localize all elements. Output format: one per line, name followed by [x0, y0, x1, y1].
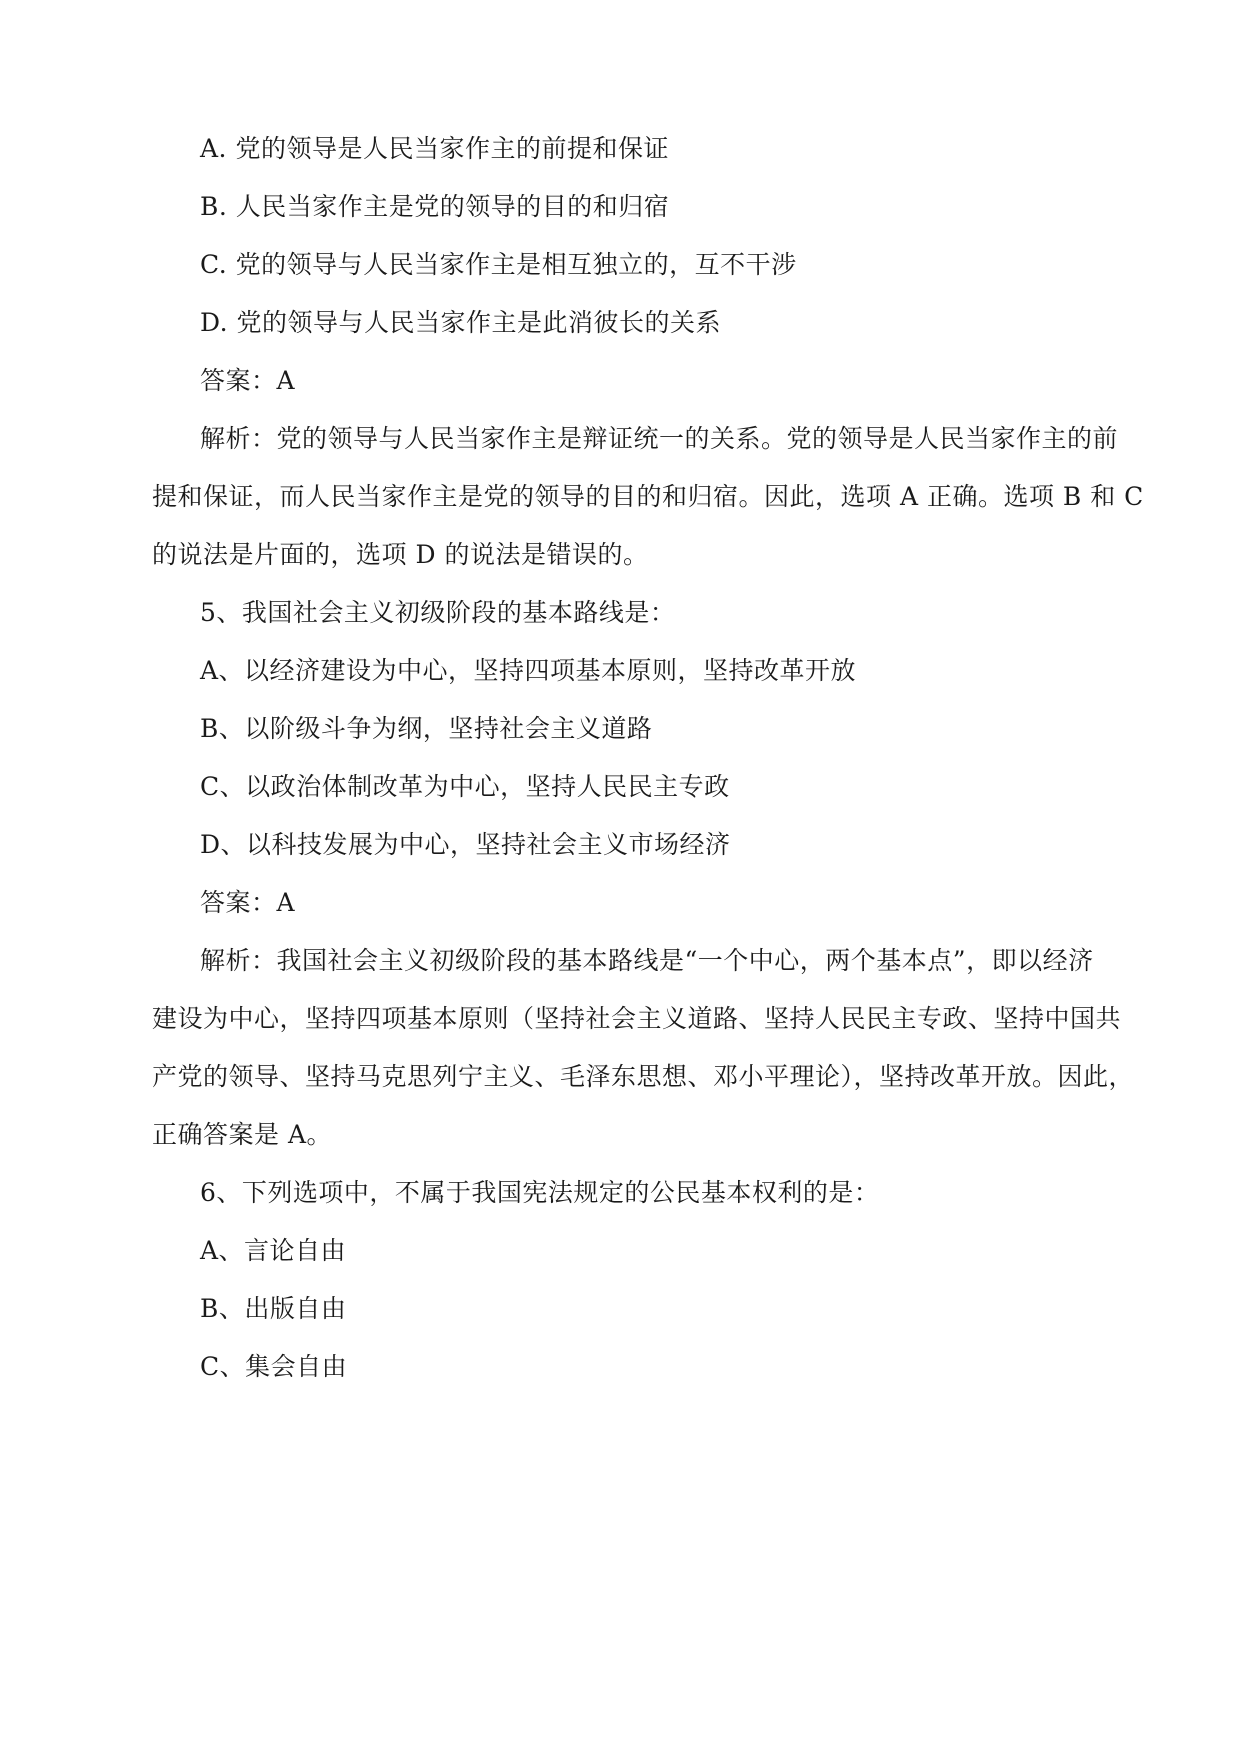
q4-option-d: D. 党的领导与人民当家作主是此消彼长的关系: [200, 308, 722, 337]
q5-question: 5、我国社会主义初级阶段的基本路线是：: [200, 598, 676, 627]
q5-analysis-line-1: 解析：我国社会主义初级阶段的基本路线是“一个中心，两个基本点”，即以经济: [200, 946, 1094, 975]
q5-option-a: A、以经济建设为中心，坚持四项基本原则，坚持改革开放: [200, 656, 857, 685]
q6-option-c: C、集会自由: [200, 1352, 348, 1381]
q4-analysis-line-2: 提和保证，而人民当家作主是党的领导的目的和归宿。因此，选项 A 正确。选项 B 和 C: [152, 482, 1144, 511]
q6-option-a: A、言论自由: [200, 1236, 347, 1265]
q5-option-b: B、以阶级斗争为纲，坚持社会主义道路: [200, 714, 653, 743]
q5-option-d: D、以科技发展为中心，坚持社会主义市场经济: [200, 830, 731, 859]
q4-analysis-line-3: 的说法是片面的，选项 D 的说法是错误的。: [152, 540, 649, 569]
q4-answer: 答案：A: [200, 366, 296, 395]
q5-analysis-line-4: 正确答案是 A。: [152, 1120, 333, 1149]
q6-question: 6、下列选项中，不属于我国宪法规定的公民基本权利的是：: [200, 1178, 880, 1207]
q4-option-c: C. 党的领导与人民当家作主是相互独立的，互不干涉: [200, 250, 797, 279]
q4-option-b: B. 人民当家作主是党的领导的目的和归宿: [200, 192, 670, 221]
q6-option-b: B、出版自由: [200, 1294, 347, 1323]
q5-option-c: C、以政治体制改革为中心，坚持人民民主专政: [200, 772, 730, 801]
q4-option-a: A. 党的领导是人民当家作主的前提和保证: [200, 134, 669, 163]
q5-answer: 答案：A: [200, 888, 296, 917]
q5-analysis-line-3: 产党的领导、坚持马克思列宁主义、毛泽东思想、邓小平理论），坚持改革开放。因此，: [152, 1062, 1135, 1091]
q4-analysis-line-1: 解析：党的领导与人民当家作主是辩证统一的关系。党的领导是人民当家作主的前: [200, 424, 1119, 453]
q5-analysis-line-2: 建设为中心，坚持四项基本原则（坚持社会主义道路、坚持人民民主专政、坚持中国共: [152, 1004, 1122, 1033]
